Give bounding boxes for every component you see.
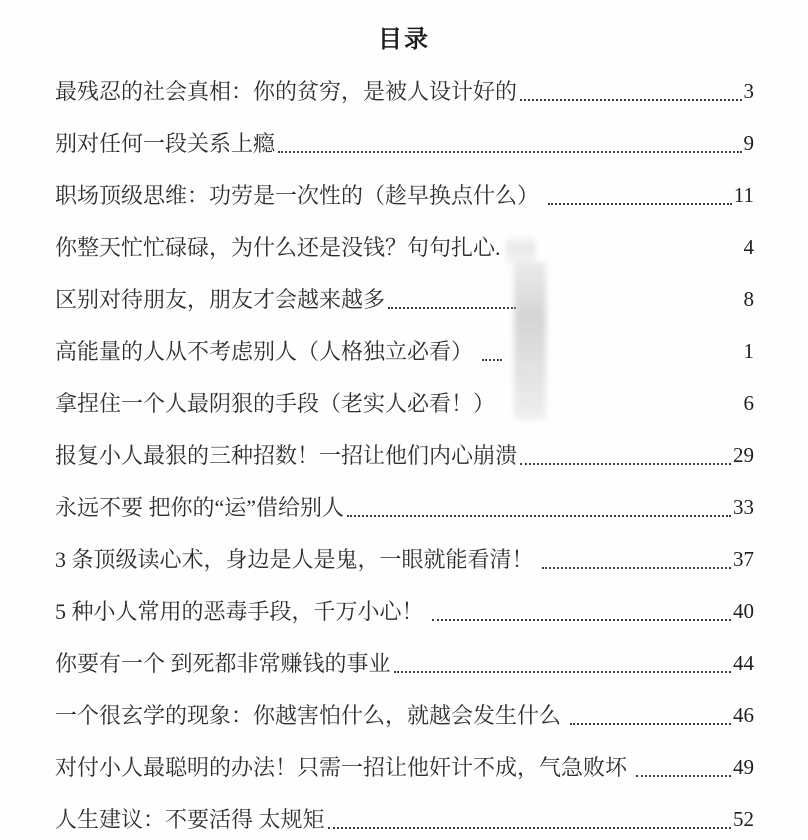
toc-page-number: 46	[733, 703, 754, 727]
toc-page-number: 37	[733, 547, 754, 571]
toc-entry[interactable]	[55, 650, 754, 702]
dot-leader	[388, 307, 516, 309]
toc-entry-title: 报复小人最狠的三种招数！一招让他们内心崩溃	[55, 443, 518, 468]
toc-entry[interactable]	[55, 78, 754, 130]
toc-page-number: 40	[733, 599, 754, 623]
toc-entry-title: 区别对待朋友，朋友才会越来越多	[55, 287, 386, 312]
toc-entry-title: 你要有一个 到死都非常赚钱的事业	[55, 651, 391, 676]
toc-page-number: 4	[743, 235, 754, 259]
toc-entry-title: 职场顶级思维：功劳是一次性的（趁早换点什么）	[55, 183, 545, 208]
toc-entry-title: 人生建议：不要活得 太规矩	[55, 807, 325, 832]
dot-leader	[347, 515, 731, 517]
dot-leader	[278, 151, 741, 153]
toc-entry-title: 最残忍的社会真相：你的贫穷，是被人设计好的	[55, 79, 518, 104]
toc-entry-title: 你整天忙忙碌碌，为什么还是没钱？句句扎心.	[55, 235, 501, 260]
dot-leader	[570, 723, 731, 725]
toc-entry-title: 3 条顶级读心术，身边是人是鬼，一眼就能看清！	[55, 547, 540, 572]
toc-entry[interactable]	[55, 286, 754, 338]
toc-entry-title: 永远不要 把你的“运”借给别人	[55, 495, 345, 520]
dot-leader	[482, 359, 502, 361]
toc-page-number: 6	[743, 391, 754, 415]
toc-entry-title: 5 种小人常用的恶毒手段，千万小心！	[55, 599, 430, 624]
censored-watermark-blur	[514, 262, 546, 420]
toc-page-number: 29	[733, 443, 754, 467]
doc-title: 目录	[378, 27, 430, 53]
dot-leader	[636, 775, 731, 777]
toc-entry[interactable]	[55, 234, 754, 286]
toc-entry-title: 高能量的人从不考虑别人（人格独立必看）	[55, 339, 479, 364]
toc-page-number: 49	[733, 755, 754, 779]
toc-entry[interactable]	[55, 806, 754, 840]
toc-entry-title: 拿捏住一个人最阴狠的手段（老实人必看！）	[55, 391, 496, 416]
toc-entry[interactable]	[55, 442, 754, 494]
toc-entry[interactable]	[55, 702, 754, 754]
toc-entry[interactable]	[55, 494, 754, 546]
toc-page-number: 3	[743, 79, 754, 103]
toc-page-number: 33	[733, 495, 754, 519]
censored-watermark-blur-small	[506, 238, 536, 264]
toc-entry-title: 对付小人最聪明的办法！只需一招让他奸计不成，气急败坏	[55, 755, 633, 780]
toc-entry[interactable]	[55, 598, 754, 650]
toc-entry[interactable]	[55, 546, 754, 598]
toc-page-number: 8	[743, 287, 754, 311]
dot-leader	[542, 567, 731, 569]
dot-leader	[394, 671, 731, 673]
toc-page-number: 11	[733, 183, 754, 207]
dot-leader	[328, 827, 731, 829]
dot-leader	[520, 463, 731, 465]
toc-page-number: 52	[733, 807, 754, 831]
toc-page-number: 9	[743, 131, 754, 155]
toc-page-number: 1	[743, 339, 754, 363]
dot-leader	[432, 619, 731, 621]
toc-entry[interactable]	[55, 390, 754, 442]
table-of-contents	[55, 78, 754, 840]
toc-entry[interactable]	[55, 130, 754, 182]
dot-leader	[548, 203, 732, 205]
toc-entry[interactable]	[55, 754, 754, 806]
toc-entry[interactable]	[55, 182, 754, 234]
toc-page-number: 44	[733, 651, 754, 675]
dot-leader	[520, 99, 741, 101]
toc-entry[interactable]	[55, 338, 754, 390]
toc-entry-title: 一个很玄学的现象：你越害怕什么，就越会发生什么	[55, 703, 567, 728]
toc-entry-title: 别对任何一段关系上瘾	[55, 131, 276, 156]
